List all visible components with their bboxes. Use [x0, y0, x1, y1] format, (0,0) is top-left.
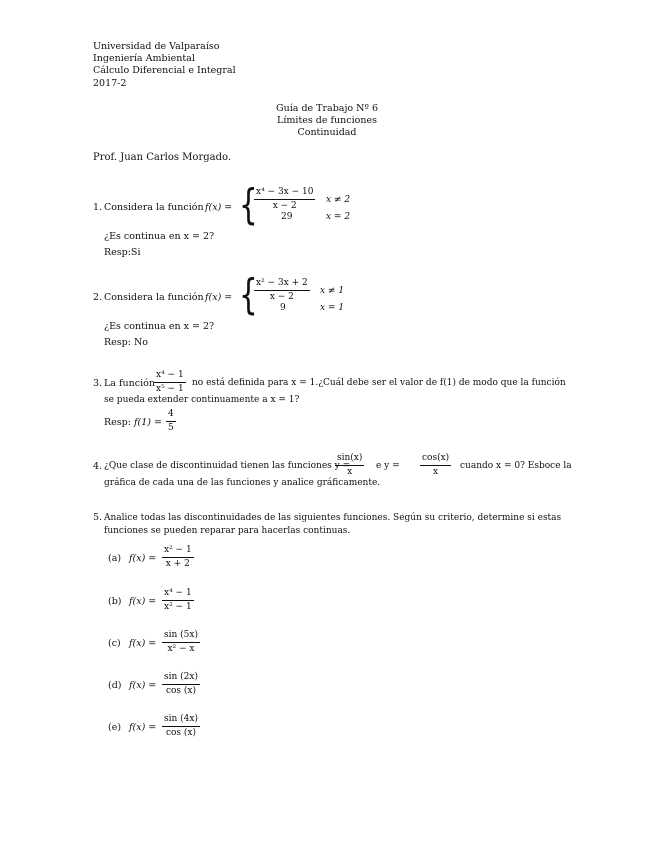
problem-answer: Resp:Si — [104, 247, 141, 258]
item-label: (e) — [108, 722, 122, 733]
item-label: (d) — [108, 680, 122, 691]
function-2-fraction — [418, 453, 453, 478]
item-fraction — [160, 714, 202, 739]
fraction-numerator: cos(x) — [420, 453, 451, 466]
fraction-denominator: x⁵ − 1 — [156, 384, 184, 394]
case-2-value: 9 — [280, 303, 286, 313]
problem-intro: Considera la función — [104, 202, 204, 213]
fraction-denominator: x² − x — [167, 644, 195, 654]
case-2-condition: x = 1 — [320, 303, 345, 313]
item-lhs: f(x) = — [129, 722, 157, 733]
problem-number: 4. — [93, 461, 103, 472]
answer-fraction — [164, 409, 178, 434]
item-lhs: f(x) = — [129, 680, 157, 691]
fraction-denominator: x + 2 — [165, 559, 190, 569]
fraction-denominator: x − 2 — [272, 201, 297, 211]
item-fraction — [160, 672, 202, 697]
case-1-condition: x ≠ 2 — [326, 195, 351, 205]
university-name: Universidad de Valparaíso — [93, 41, 220, 52]
fraction-denominator: cos (x) — [165, 686, 197, 696]
problem-text-line-2: gráfica de cada una de las funciones y analice gráficamente. — [104, 478, 381, 488]
title-line-3: Continuidad — [297, 127, 357, 139]
fraction-numerator: sin (5x) — [162, 630, 200, 643]
problem-lead: ¿Que clase de discontinuidad tienen las funciones y = — [104, 461, 351, 471]
fraction-denominator: cos (x) — [165, 728, 197, 738]
function-lhs: f(x) = — [205, 202, 233, 213]
problem-question: ¿Es continua en x = 2? — [104, 321, 215, 332]
problem-number: 3. — [93, 378, 103, 389]
program-name: Ingeniería Ambiental — [93, 53, 195, 65]
term: 2017-2 — [93, 77, 127, 89]
problem-number: 1. — [93, 202, 103, 213]
problem-mid: e y = — [376, 461, 400, 471]
fraction-numerator: sin (2x) — [162, 672, 200, 685]
problem-number: 2. — [93, 292, 103, 303]
problem-lead: La función — [104, 378, 155, 389]
case-2-value: 29 — [281, 212, 293, 222]
item-lhs: f(x) = — [129, 638, 157, 649]
item-label: (c) — [108, 638, 121, 649]
fraction-denominator: x — [347, 467, 353, 477]
case-1-fraction — [252, 187, 317, 212]
fraction-numerator: sin(x) — [335, 453, 364, 466]
answer-label: Resp: — [104, 417, 131, 428]
case-1-fraction — [252, 278, 312, 303]
left-brace: { — [239, 270, 258, 319]
fraction-numerator: x⁴ − 1 — [154, 370, 186, 383]
left-brace: { — [239, 180, 258, 229]
item-fraction — [160, 630, 202, 655]
fraction-denominator: x² − 1 — [164, 602, 192, 612]
problem-question: ¿Es continua en x = 2? — [104, 231, 215, 242]
course-name: Cálculo Diferencial e Integral — [93, 65, 236, 77]
title-line-1: Guía de Trabajo Nº 6 — [276, 103, 378, 114]
fraction-numerator: x² − 1 — [162, 545, 194, 558]
course-header — [93, 41, 236, 90]
fraction-numerator: x² − 3x + 2 — [254, 278, 310, 291]
case-1-condition: x ≠ 1 — [320, 286, 345, 296]
function-lhs: f(x) = — [205, 292, 233, 303]
item-fraction — [160, 588, 196, 613]
fraction-denominator: 5 — [168, 423, 174, 433]
fraction-denominator: x − 2 — [269, 292, 294, 302]
professor-name: Prof. Juan Carlos Morgado. — [93, 152, 232, 163]
case-2-condition: x = 2 — [326, 212, 351, 222]
document-title — [227, 103, 427, 140]
problem-intro: Considera la función — [104, 292, 204, 303]
item-lhs: f(x) = — [129, 596, 157, 607]
item-lhs: f(x) = — [129, 553, 157, 564]
item-label: (b) — [108, 596, 122, 607]
item-fraction — [160, 545, 196, 570]
answer-lhs: f(1) = — [134, 417, 162, 428]
item-label: (a) — [108, 553, 122, 564]
title-line-2: Límites de funciones — [277, 115, 377, 127]
problem-number: 5. — [93, 512, 103, 523]
fraction-numerator: x⁴ − 1 — [162, 588, 194, 601]
function-fraction — [152, 370, 188, 395]
problem-answer: Resp: No — [104, 337, 148, 348]
fraction-denominator: x — [433, 467, 439, 477]
fraction-numerator: x⁴ − 3x − 10 — [254, 187, 315, 200]
problem-text: no está definida para x = 1.¿Cuál debe ser el valor de f(1) de modo que la función — [192, 378, 566, 388]
fraction-numerator: sin (4x) — [162, 714, 200, 727]
fraction-numerator: 4 — [166, 409, 176, 422]
problem-text-line-2: se pueda extender continuamente a x = 1? — [104, 395, 300, 405]
function-1-fraction — [333, 453, 366, 478]
problem-text: Analice todas las discontinuidades de las siguientes funciones. Según su criterio, determine si estas funciones se pueden reparar para hacerlas continuas. — [104, 513, 562, 536]
problem-rest: cuando x = 0? Esboce la — [460, 461, 572, 471]
